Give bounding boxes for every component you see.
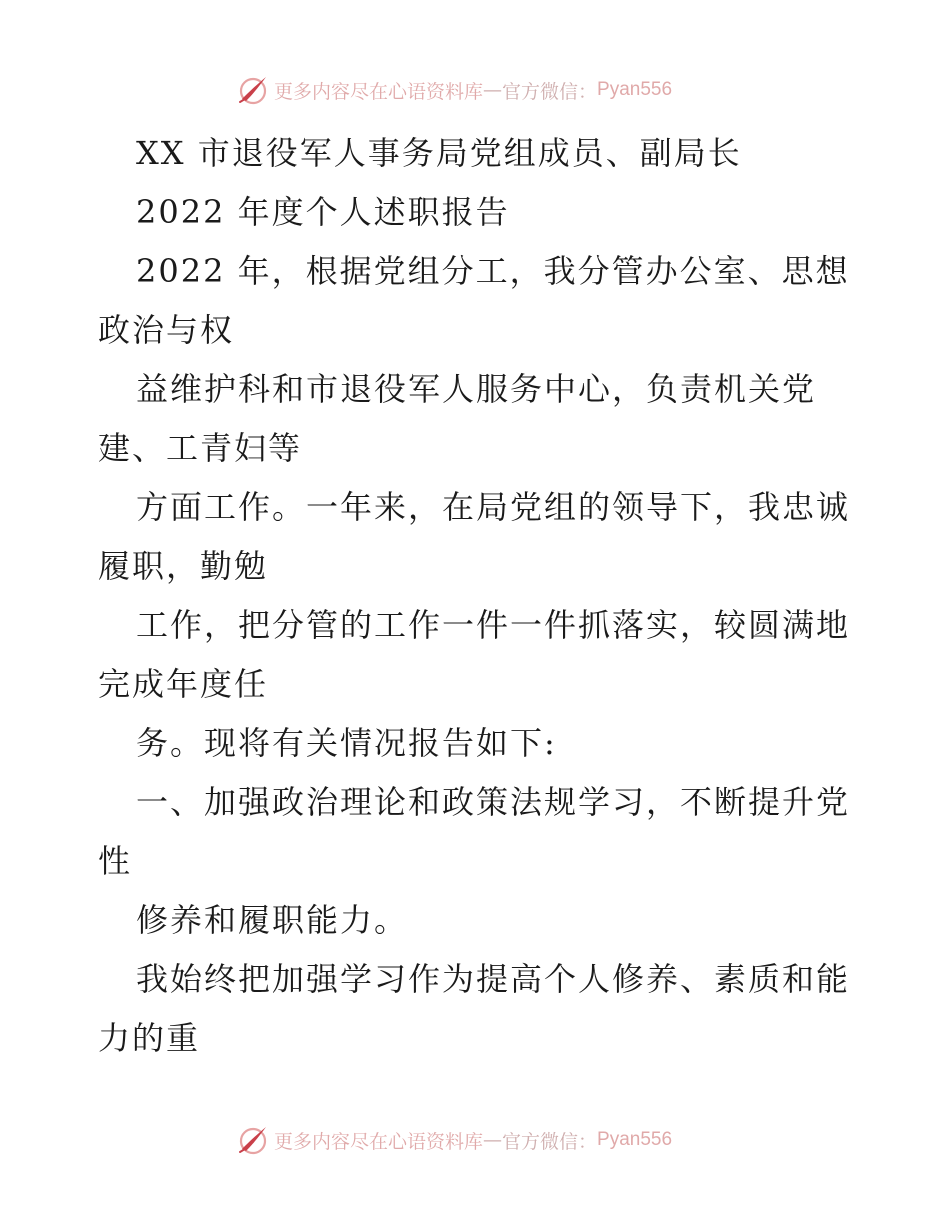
watermark-wechat-label: 官方微信： (502, 80, 598, 103)
paragraph-line: 建、工青妇等 (98, 429, 303, 467)
paragraph-line: 益维护科和市退役军人服务中心，负责机关党 (136, 370, 817, 408)
watermark-header (236, 72, 672, 108)
paragraph-line: 方面工作。一年来，在局党组的领导下，我忠诚 (136, 488, 851, 526)
watermark-dash: — (483, 1129, 503, 1151)
brush-logo-icon (236, 1123, 270, 1157)
watermark-wechat-label: 官方微信： (502, 1130, 598, 1153)
paragraph-line: 2022 年，根据党组分工，我分管办公室、思想 (136, 252, 850, 290)
paragraph-line: 工作，把分管的工作一件一件抓落实，较圆满地 (136, 606, 851, 644)
paragraph-line: 政治与权 (98, 311, 235, 349)
paragraph-line: 务。现将有关情况报告如下: (136, 724, 557, 762)
watermark-footer (236, 1122, 672, 1158)
watermark-wechat-id: Pyan556 (597, 79, 673, 100)
watermark-wechat-id: Pyan556 (597, 1129, 673, 1150)
watermark-dash: — (483, 79, 503, 101)
watermark-brand: 更多内容尽在心语资料库 (274, 80, 484, 103)
paragraph-line: 力的重 (98, 1019, 201, 1057)
paragraph-line: 履职，勤勉 (98, 547, 269, 585)
document-subtitle: 2022 年度个人述职报告 (136, 193, 510, 231)
section-heading-line: 性 (98, 842, 133, 880)
brush-logo-icon (236, 73, 270, 107)
section-heading-line: 一、加强政治理论和政策法规学习，不断提升党 (136, 783, 851, 821)
paragraph-line: 完成年度任 (98, 665, 269, 703)
document-body (98, 124, 858, 1068)
paragraph-line: 我始终把加强学习作为提高个人修养、素质和能 (136, 960, 851, 998)
watermark-brand: 更多内容尽在心语资料库 (274, 1130, 484, 1153)
section-heading-line: 修养和履职能力。 (136, 901, 409, 939)
document-title: XX 市退役军人事务局党组成员、副局长 (136, 134, 742, 172)
